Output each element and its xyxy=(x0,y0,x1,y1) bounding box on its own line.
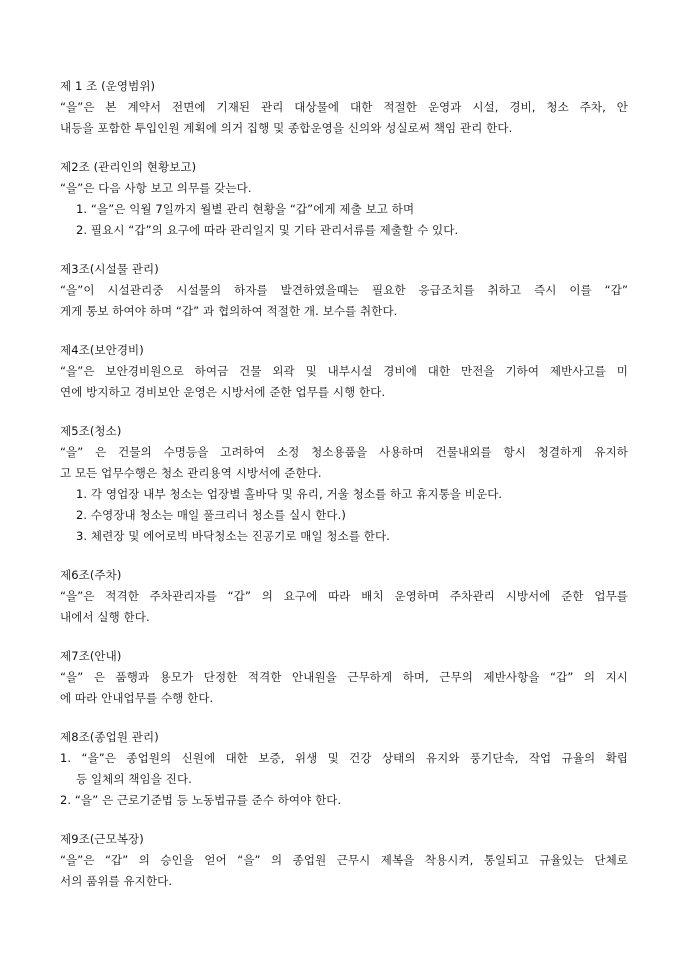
article-8-list-item: 2. “을” 은 근로기준법 등 노동법규를 준수 하여야 한다. xyxy=(60,793,342,807)
article-9-text-line: 서의 품위를 유지한다. xyxy=(60,874,173,888)
article-3-text-line: “을”이 시설관리중 시설물의 하자를 발견하였을때는 필요한 응급조치를 취하고 즉시 이를 “갑” xyxy=(60,283,628,297)
article-2-list-item: 1. “을”은 익월 7일까지 월별 관리 현황을 “갑”에게 제출 보고 하며 xyxy=(76,202,415,216)
article-5-list-item: 1. 각 영업장 내부 청소는 업장별 홀바닥 및 유리, 거울 청소를 하고 휴지통을 비운다. xyxy=(76,487,503,501)
article-6-title: 제6조(주차) xyxy=(60,568,122,582)
article-6-text-line: 내에서 실행 한다. xyxy=(60,610,150,624)
article-4-text-line: “을”은 보안경비원으로 하여금 건물 외곽 및 내부시설 경비에 대한 만전을 기하여 제반사고를 미 xyxy=(60,364,628,378)
article-8-title: 제8조(종업원 관리) xyxy=(60,730,159,744)
article-1-text-line: “을”은 본 계약서 전면에 기재된 관리 대상물에 대한 적절한 운영과 시설, 경비, 청소 주차, 안 xyxy=(60,100,628,114)
article-9-title: 제9조(근모복장) xyxy=(60,832,144,846)
article-6-text-line: “을”은 적격한 주차관리자를 “갑” 의 요구에 따라 배치 운영하며 주차관리 시방서에 준한 업무를 xyxy=(60,589,628,603)
article-1-title: 제 1 조 (운영범위) xyxy=(60,79,156,93)
article-8-list-item: 1. “을”은 종업원의 신원에 대한 보증, 위생 및 건강 상태의 유지와 풍기단속, 작업 규율의 확립 xyxy=(60,751,628,765)
article-5-list-item: 3. 체련장 및 에어로빅 바닥청소는 진공기로 매일 청소를 한다. xyxy=(76,529,390,543)
article-2-text-line: “을”은 다음 사항 보고 의무를 갖는다. xyxy=(60,181,252,195)
article-9-text-line: “을”은 “갑” 의 승인을 얻어 “을” 의 종업원 근무시 제복을 착용시켜, 통일되고 규율있는 단체로 xyxy=(60,853,628,867)
article-4-title: 제4조(보안경비) xyxy=(60,343,144,357)
article-5-text-line: “을” 은 건물의 수명등을 고려하여 소정 청소용품을 사용하며 건물내외를 항시 청결하게 유지하 xyxy=(60,445,628,459)
article-2-title: 제2조 (관리인의 현황보고) xyxy=(60,160,197,174)
article-4-text-line: 연에 방지하고 경비보안 운영은 시방서에 준한 업무를 시행 한다. xyxy=(60,385,386,399)
article-8-list-item-continuation: 등 일체의 책임을 진다. xyxy=(76,772,192,786)
article-5-list-item: 2. 수영장내 청소는 매일 풀크리너 청소를 실시 한다.) xyxy=(76,508,346,522)
article-7-title: 제7조(안내) xyxy=(60,649,122,663)
article-3-title: 제3조(시설물 관리) xyxy=(60,262,159,276)
article-7-text-line: 에 따라 안내업무를 수행 한다. xyxy=(60,691,214,705)
article-5-text-line: 고 모든 업무수행은 청소 관리용역 시방서에 준한다. xyxy=(60,466,322,480)
article-3-text-line: 게게 통보 하여야 하며 “갑” 과 협의하여 적절한 개. 보수를 취한다. xyxy=(60,304,398,318)
article-2-list-item: 2. 필요시 “갑”의 요구에 따라 관리일지 및 기타 관리서류를 제출할 수 있다. xyxy=(76,223,459,237)
article-5-title: 제5조(청소) xyxy=(60,424,122,438)
article-7-text-line: “을” 은 품행과 용모가 단정한 적격한 안내원을 근무하게 하며, 근무의 제반사항을 “갑” 의 지시 xyxy=(60,670,628,684)
article-1-text-line: 내등을 포함한 투입인원 계획에 의거 집행 및 종합운영을 신의와 성실로써 책임 관리 한다. xyxy=(60,121,513,135)
